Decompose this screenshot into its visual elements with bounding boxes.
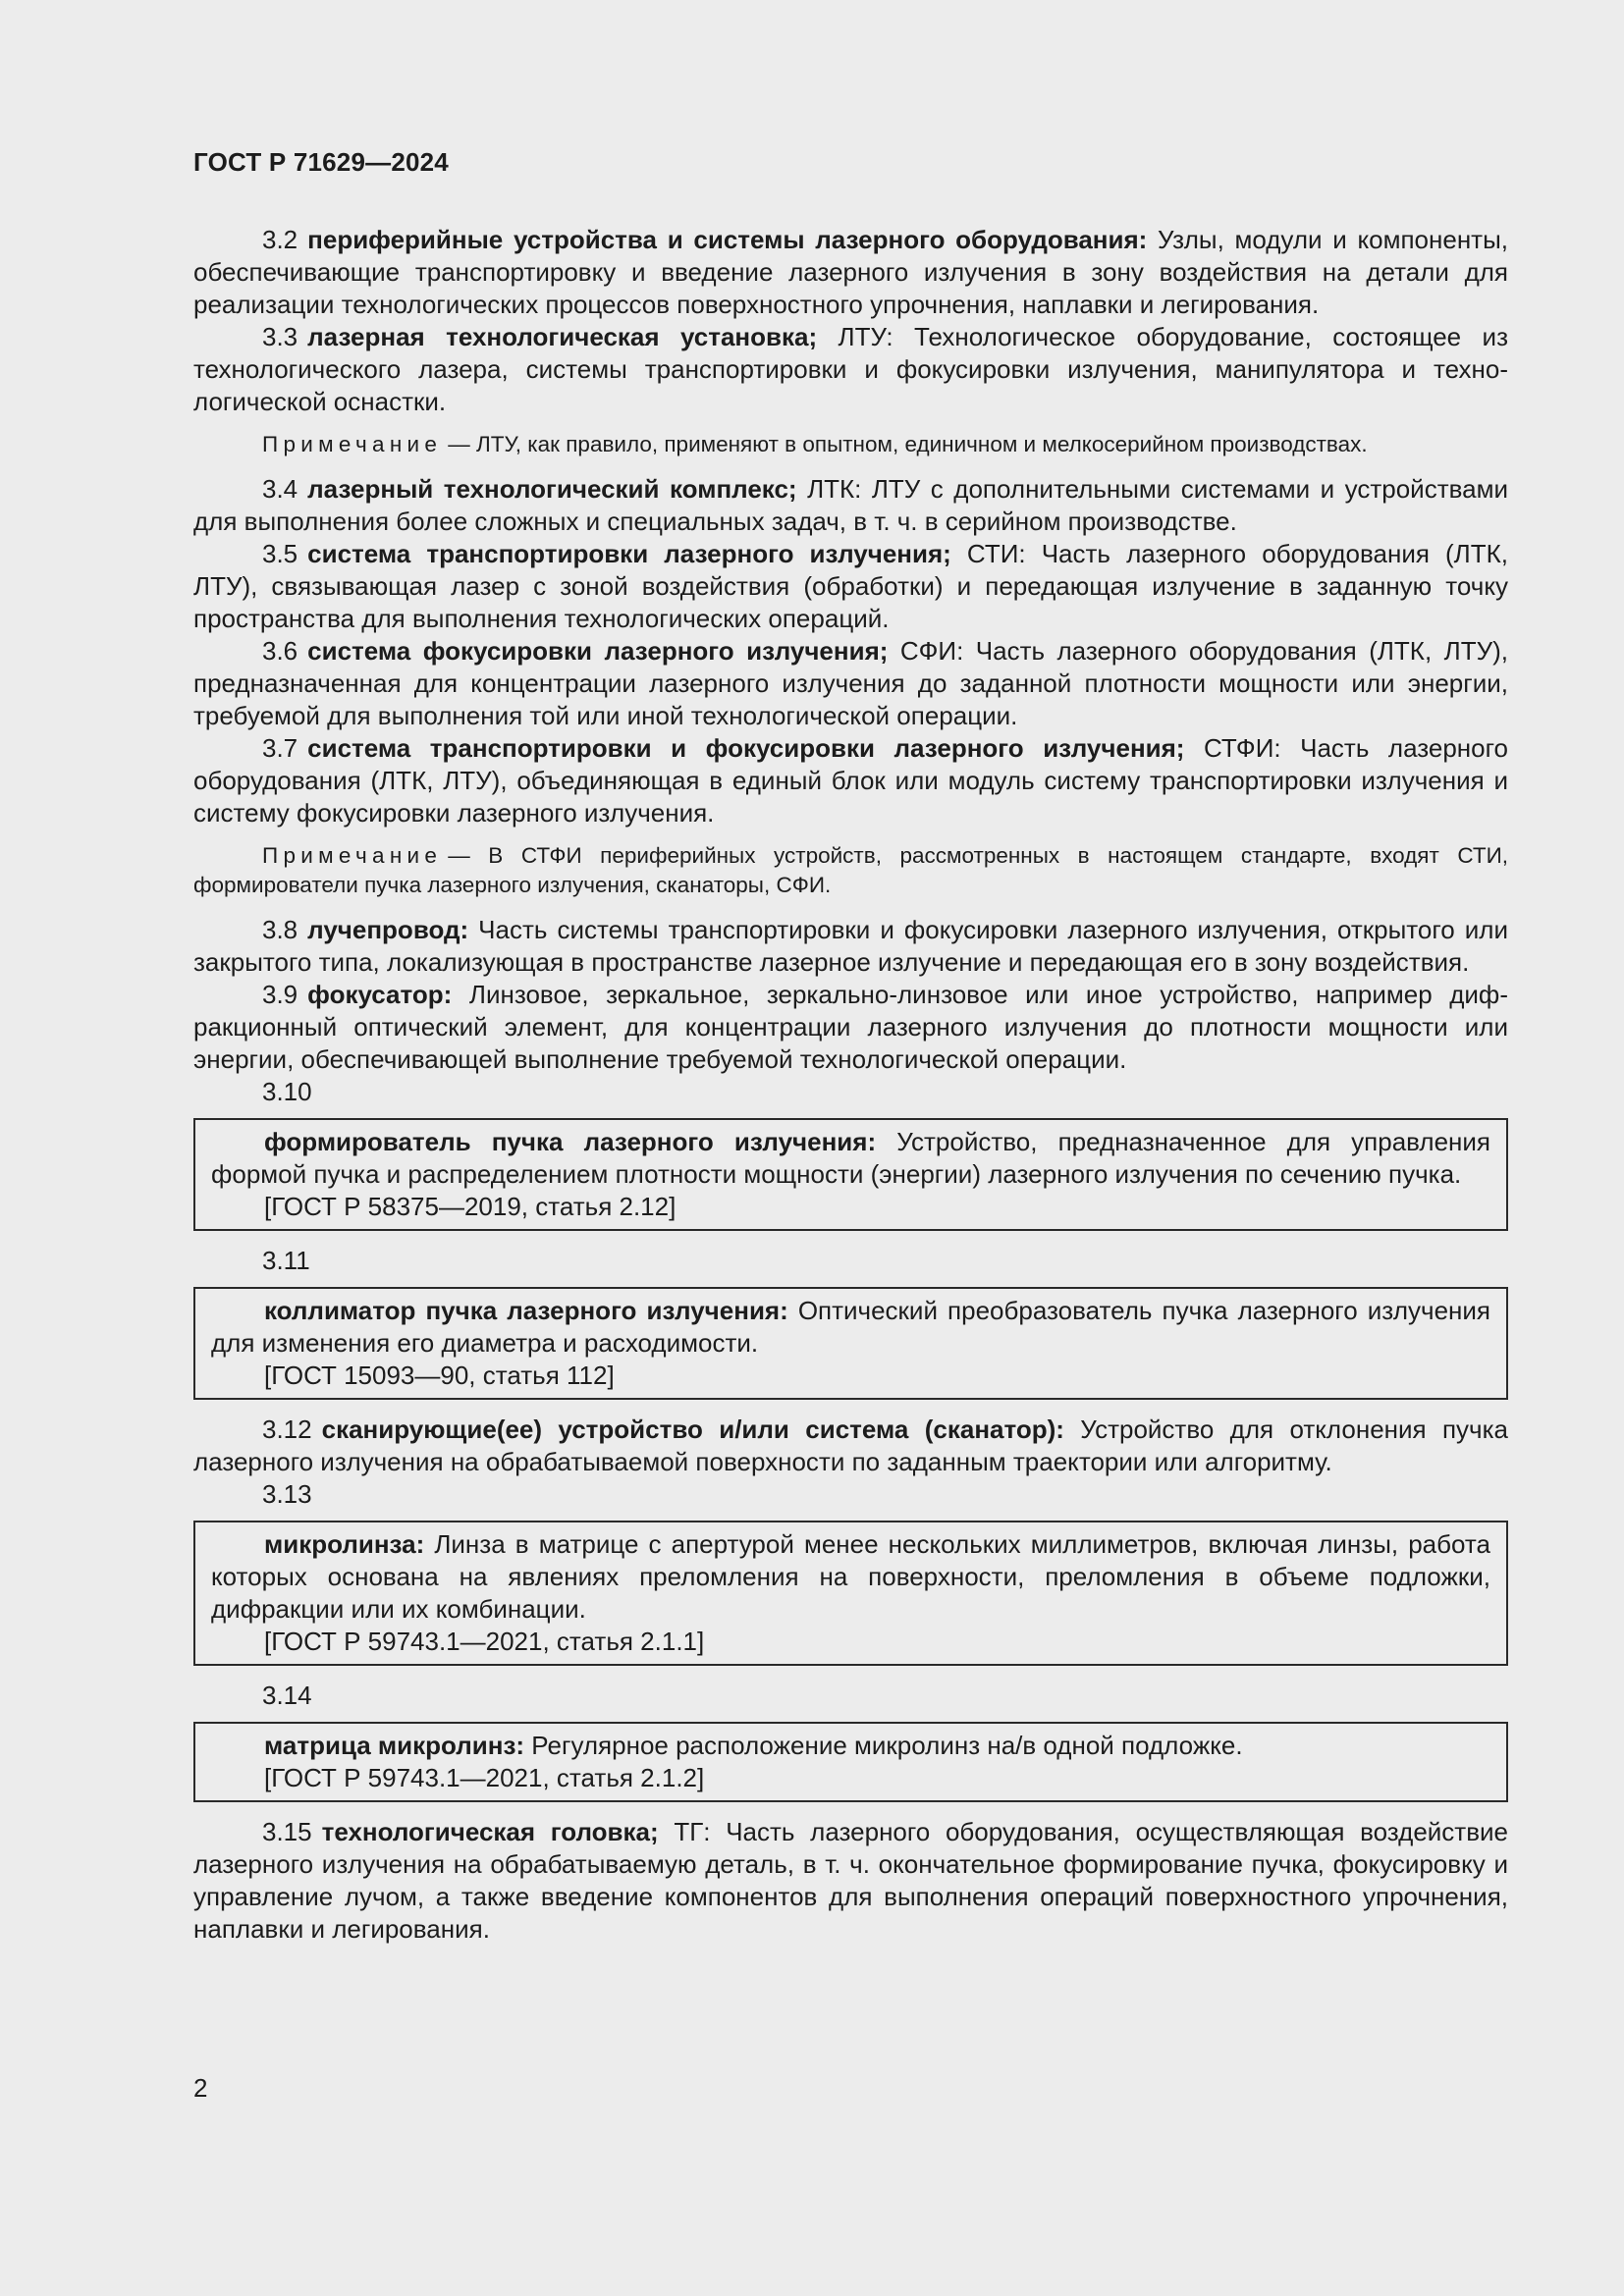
entry-term: система транспортировки лазерного излучения; [307,539,951,568]
document-code-header: ГОСТ Р 71629—2024 [193,147,449,177]
entry-number: 3.9 [262,980,298,1009]
entry-term: матрица микролинз: [264,1731,525,1760]
entry-number: 3.4 [262,474,298,504]
entry-definition: СТИ: Часть лазерного оборудования (ЛТК, ЛТУ), связывающая лазер с зоной воздействия (обработки) и передающая излучение в заданную точку пространства для выполнения технологических операций. [193,539,1508,633]
source-reference: [ГОСТ Р 58375—2019, статья 2.12] [264,1192,677,1221]
entry-definition: ТГ: Часть лазерного оборудования, осуществляющая воздействие лазерного излучения на обрабатываемую деталь, в т. ч. окончательное формирование пучка, фокусировку и управление лучом, а также введение компонентов для выполнения операций поверхностного упрочнения, наплавки и легирования. [193,1817,1509,1944]
entry-definition: Регулярное расположение микролинз на/в одной подложке. [524,1731,1243,1760]
boxed-term-entry [211,1126,1490,1191]
note-text: — ЛТУ, как правило, применяют в опытном, единичном и мелкосерийном производствах. [448,432,1368,456]
entry-number: 3.7 [262,733,298,763]
entry-definition: ЛТУ: Технологическое оборудование, состоящее из технологического лазера, системы транспортировки и фокусировки излучения, манипулятора и технологической оснастки. [193,322,1508,416]
entry-term: лазерный технологический комплекс; [307,474,797,504]
boxed-term-entry [211,1295,1490,1360]
entry-term: система фокусировки лазерного излучения; [307,636,889,666]
entry-term: формирователь пучка лазерного излучения: [264,1127,877,1156]
entry-term: фокусатор: [307,980,453,1009]
term-box-3-14 [193,1722,1508,1802]
entry-term: коллиматор пучка лазерного излучения: [264,1296,788,1325]
entry-definition: СТФИ: Часть лазерного оборудования (ЛТК, ЛТУ), объединяющая в единый блок или модуль систему транспортировки излучения и систему фокусировки лазерного излучения. [193,733,1508,828]
term-entry-3-3 [193,321,1508,418]
boxed-term-entry [211,1730,1490,1762]
entry-number: 3.3 [262,322,298,351]
entry-definition: Часть системы транспортировки и фокусировки лазерного излучения, открытого или закрытого типа, локализующая в пространстве лазерное излучение и передающая его в зону воздействия. [193,915,1508,977]
entry-term: лазерная технологическая установка; [307,322,818,351]
entry-number: 3.6 [262,636,298,666]
entry-definition: Узлы, модули и компоненты, обеспечивающие транспортировку и введение лазерного излучения в зону воздействия на детали для реализации технологических процессов поверхностного упрочнения, наплавки и легирования. [193,225,1508,319]
entry-definition: Линзовое, зеркальное, зеркально-линзовое или иное устройство, например дифракционный оптический элемент, для концентрации лазерного излучения до плотности мощности или энергии, обеспечивающей выполнение требуемой технологической операции. [193,980,1508,1074]
page-number: 2 [193,2073,208,2103]
note-ltu [193,430,1508,459]
source-reference: [ГОСТ Р 59743.1—2021, статья 2.1.2] [264,1763,705,1792]
source-reference: [ГОСТ Р 59743.1—2021, статья 2.1.1] [264,1627,705,1656]
entry-definition: Линза в матрице с апертурой менее нескольких миллиметров, включая линзы, работа которых основана на явлениях преломления на поверхности, преломления в объеме подложки, дифракции или их комбинации. [211,1529,1490,1624]
note-label: Примечание [262,432,443,456]
entry-number: 3.5 [262,539,298,568]
entry-definition: Устройство, предназначенное для управления формой пучка и распределением плотности мощности (энергии) лазерного излучения по сечению пучка. [211,1127,1490,1189]
entry-definition: ЛТК: ЛТУ с дополнительными системами и устройствами для выполнения более сложных и специальных задач, в т. ч. в серийном производстве. [193,474,1508,536]
entry-definition: Оптический преобразователь пучка лазерного излучения для изменения его диаметра и расходимости. [211,1296,1490,1358]
entry-number-3-10: 3.10 [262,1077,312,1106]
term-entry-3-12 [193,1414,1508,1478]
entry-number: 3.12 [262,1415,312,1444]
entry-term: сканирующие(ее) устройство и/или система (сканатор): [321,1415,1064,1444]
entry-number-3-13: 3.13 [262,1479,312,1509]
entry-term: микролинза: [264,1529,425,1559]
entry-number: 3.15 [262,1817,312,1846]
term-entry-3-7 [193,732,1508,829]
source-reference: [ГОСТ 15093—90, статья 112] [264,1361,615,1390]
entry-number: 3.8 [262,915,298,944]
note-text: — В СТФИ периферийных устройств, рассмотренных в настоящем стандарте, входят СТИ, формирователи пучка лазерного излучения, сканаторы, СФИ. [193,843,1508,897]
term-entry-3-8 [193,914,1508,979]
term-entry-3-2 [193,224,1508,321]
entry-number: 3.2 [262,225,298,254]
entry-definition: Устройство для отклонения пучка лазерного излучения на обрабатываемой поверхности по заданным траектории или алгоритму. [193,1415,1508,1476]
entry-term: лучепровод: [307,915,469,944]
entry-term: система транспортировки и фокусировки лазерного излучения; [307,733,1185,763]
entry-term: периферийные устройства и системы лазерного оборудования: [307,225,1148,254]
term-entry-3-9 [193,979,1508,1076]
term-box-3-10 [193,1118,1508,1231]
entry-number-3-14: 3.14 [262,1681,312,1710]
note-stfi [193,841,1508,900]
term-box-3-13 [193,1521,1508,1666]
terms-section [193,224,1508,1946]
entry-term: технологическая головка; [321,1817,659,1846]
note-label: Примечание [262,843,443,868]
term-entry-3-4 [193,473,1508,538]
entry-number-3-11: 3.11 [262,1246,310,1275]
entry-definition: СФИ: Часть лазерного оборудования (ЛТК, ЛТУ), предназначенная для концентрации лазерного излучения до заданной плотности мощности или энергии, требуемой для выполнения той или иной технологической операции. [193,636,1508,730]
term-entry-3-6 [193,635,1508,732]
term-entry-3-5 [193,538,1508,635]
term-box-3-11 [193,1287,1508,1400]
boxed-term-entry [211,1528,1490,1626]
term-entry-3-15 [193,1816,1508,1946]
